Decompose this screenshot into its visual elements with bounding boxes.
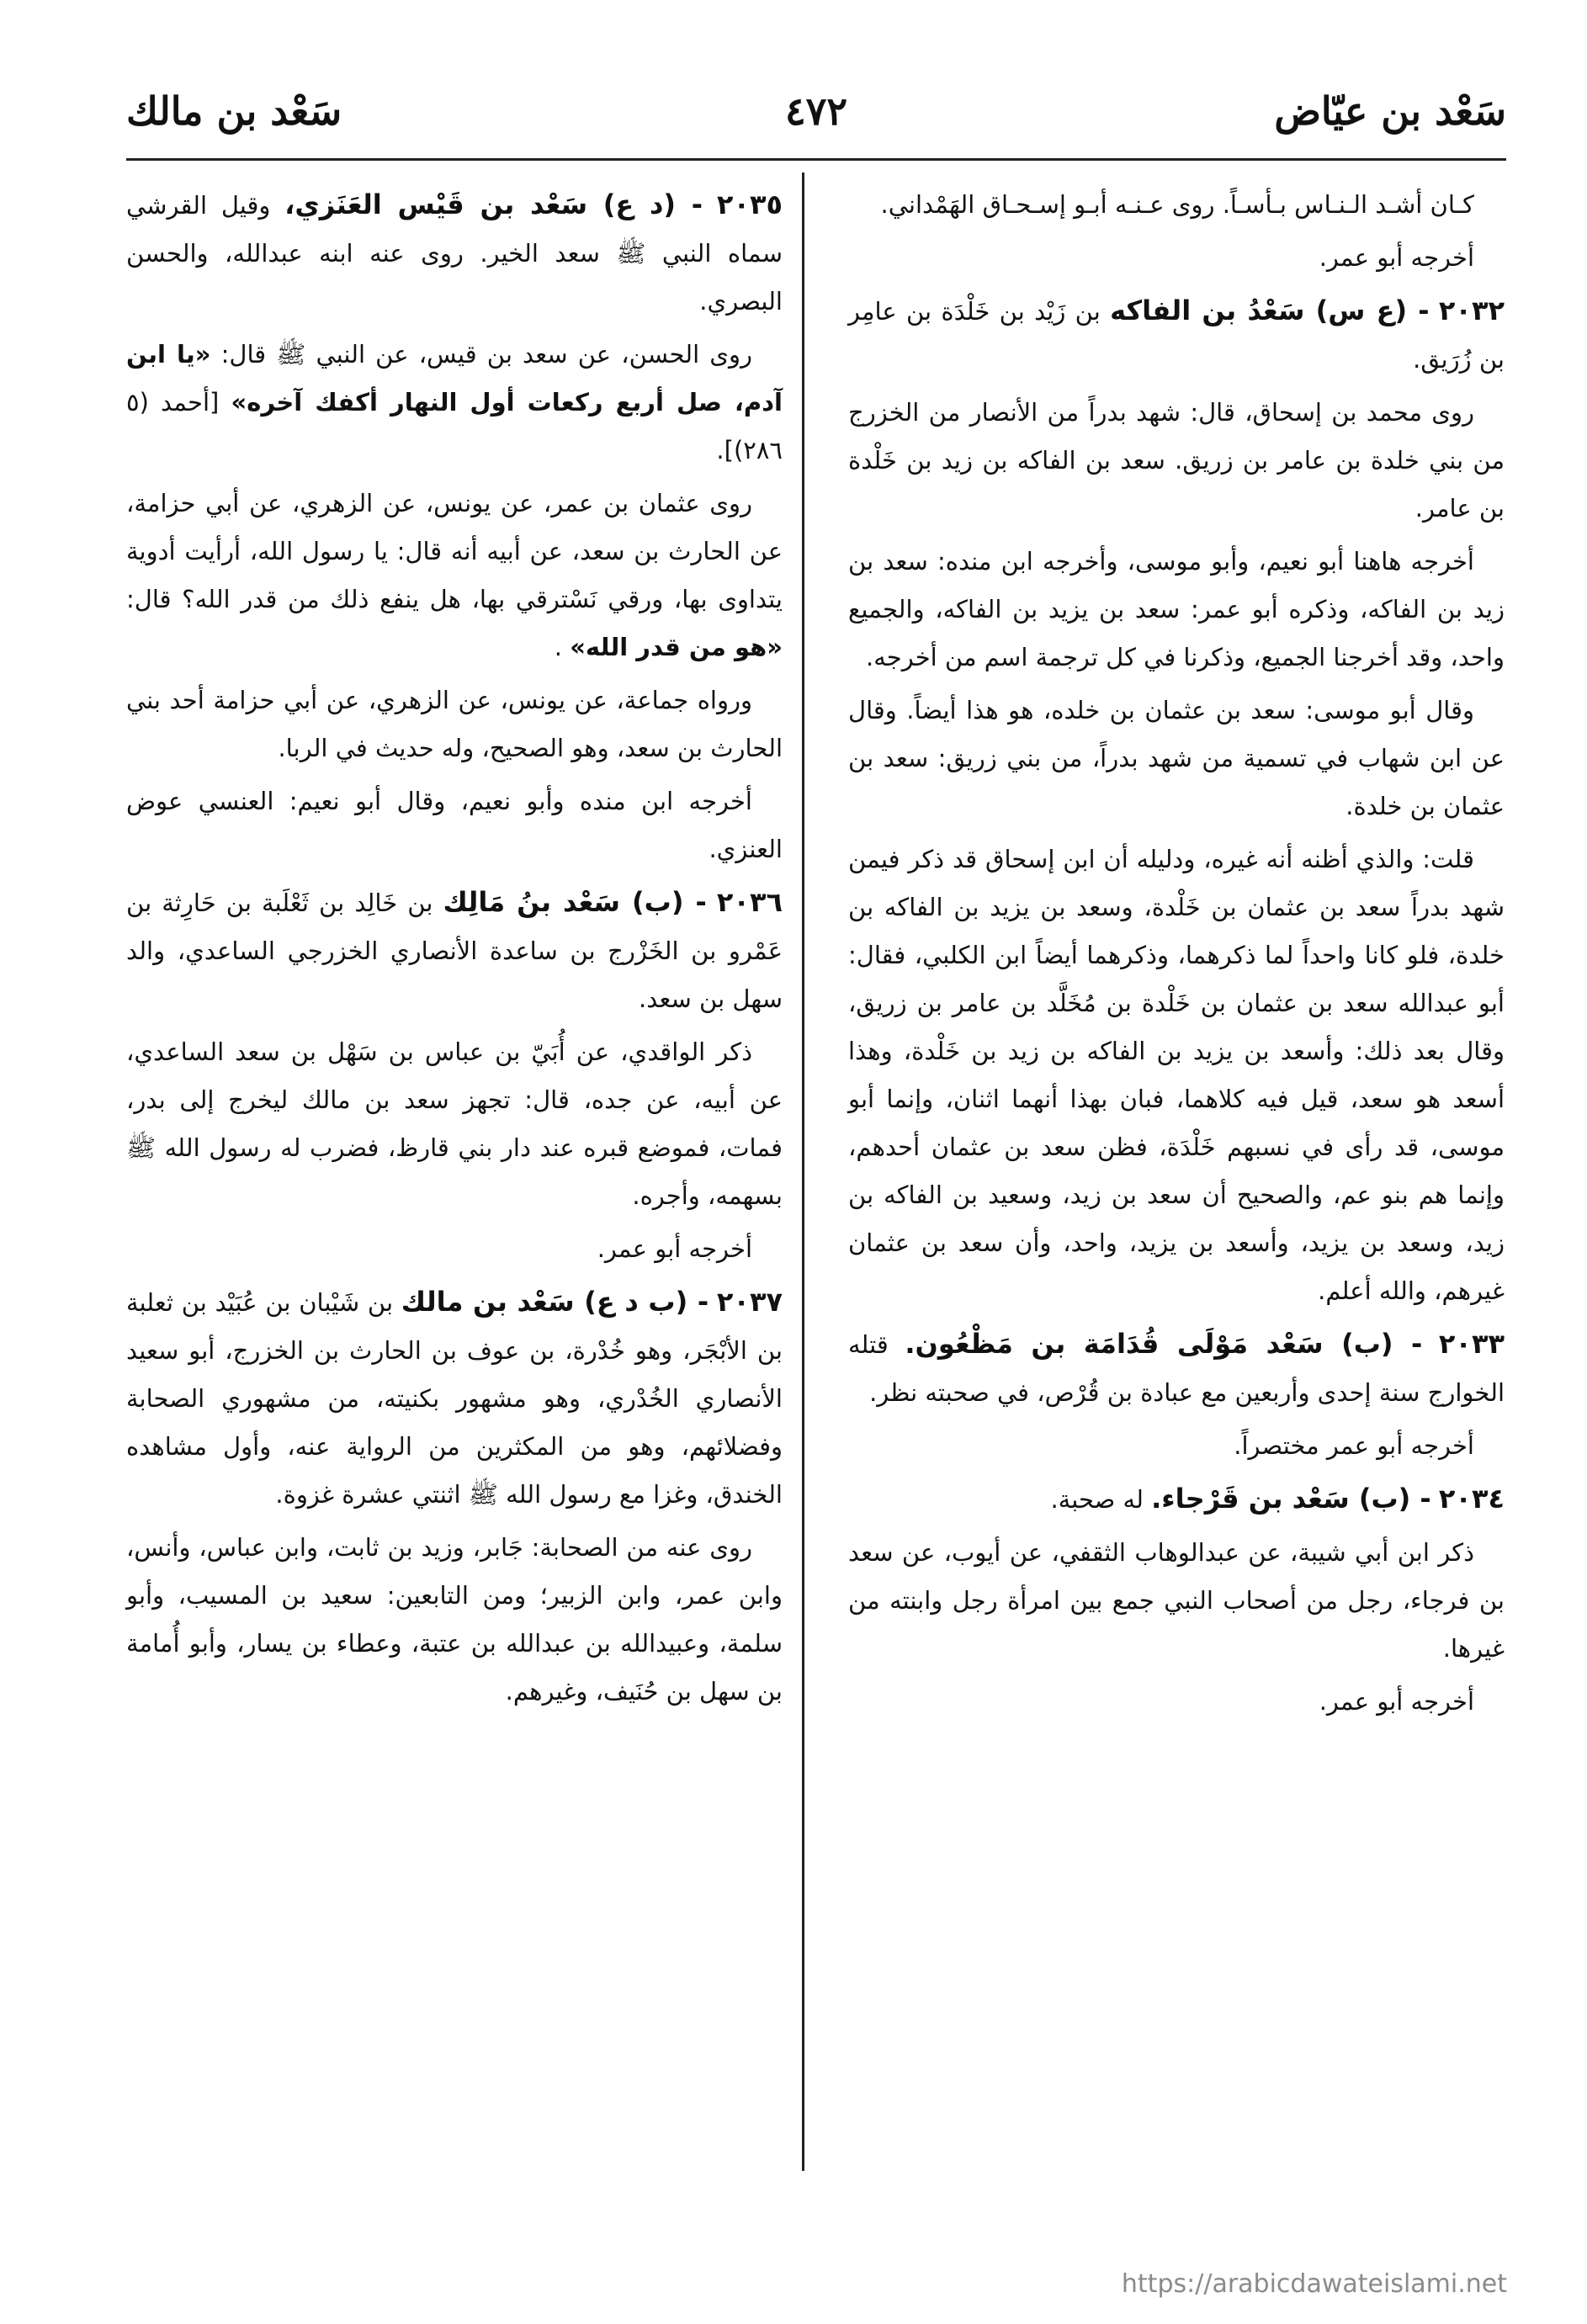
paragraph-text: ذكر ابن أبي شيبة، عن عبدالوهاب الثقفي، عن أيوب، عن سعد بن فرجاء، رجل من أصحاب النبي جمع بين امرأة رجل وابنته من غيرها. bbox=[848, 1538, 1505, 1663]
text-paragraph bbox=[126, 1028, 783, 1220]
text-paragraph bbox=[848, 687, 1505, 830]
running-title-left: سَعْد بن مالك bbox=[126, 88, 342, 134]
paragraph-text: روى محمد بن إسحاق، قال: شهد بدراً من الأنصار من الخزرج من بني خلدة بن عامر بن زريق. سعد بن الفاكه بن زيد بن خَلْدة بن عامر. bbox=[848, 398, 1505, 523]
left-column bbox=[126, 181, 783, 1721]
entry-name: - (ع س) سَعْدُ بن الفاكه bbox=[1110, 294, 1430, 326]
entry-name: - (ب) سَعْد بنُ مَالِك bbox=[443, 886, 707, 918]
paragraph-text: وقيل القرشي سماه النبي ﷺ سعد الخير. روى عنه ابنه عبدالله، والحسن البصري. bbox=[126, 191, 783, 316]
citation-text: . bbox=[554, 633, 562, 661]
paragraph-text: أخرجه أبو عمر مختصراً. bbox=[1234, 1431, 1474, 1460]
hadith-quote: «هو من قدر الله» bbox=[570, 633, 783, 661]
text-paragraph bbox=[126, 1524, 783, 1716]
paragraph-text: روى عثمان بن عمر، عن يونس، عن الزهري، عن أبي حزامة، عن الحارث بن سعد، عن أبيه أنه قال: يا رسول الله، أرأيت أدوية يتداوى بها، ورقي نَسْترقي بها، هل ينفع ذلك من قدر الله؟ قال: bbox=[126, 489, 783, 613]
entry-name: - (د ع) سَعْد بن قَيْس العَنَزي، bbox=[284, 188, 703, 220]
entry-number: ٢٠٣٧ bbox=[716, 1286, 783, 1318]
entry-paragraph bbox=[126, 1278, 783, 1519]
entry-number: ٢٠٣٢ bbox=[1438, 294, 1505, 326]
column-divider bbox=[802, 172, 804, 2171]
entry-name: - (ب) سَعْد مَوْلَى قُدَامَة بن مَظْعُون. bbox=[905, 1328, 1423, 1360]
entry-number: ٢٠٣٦ bbox=[716, 886, 783, 918]
entry-paragraph bbox=[848, 1475, 1505, 1524]
entry-name: - (ب) سَعْد بن قَرْجاء. bbox=[1151, 1483, 1431, 1515]
text-paragraph bbox=[848, 1678, 1505, 1726]
running-title-right: سَعْد بن عيّاض bbox=[1274, 88, 1506, 134]
entry-number: ٢٠٣٤ bbox=[1438, 1483, 1505, 1515]
text-paragraph bbox=[848, 1422, 1505, 1470]
paragraph-text: قلت: والذي أظنه أنه غيره، ودليله أن ابن إسحاق قد ذكر فيمن شهد بدراً سعد بن عثمان بن خَلْدة، وسعد بن يزيد بن الفاكه بن خلدة، فلو كانا واحداً لما ذكرهما، وذكرهما أيضاً ابن الكلبي، فقال: أبو عبدالله سعد بن عثمان بن خَلْدة بن مُخَلَّد بن عامر بن زريق، وقال بعد ذلك: وأسعد بن يزيد بن الفاكه بن زيد بن خَلْدة، وهذا أسعد هو سعد، قيل فيه كلاهما، فبان بهذا أنهما اثنان، وإنما أبو موسى، قد رأى في نسبهم خَلْدَة، فظن سعد بن عثمان أحدهم، وإنما هم بنو عم، والصحيح أن سعد بن زيد، وسعيد بن الفاكه بن زيد، وسعد بن يزيد، وأسعد بن يزيد، واحد، وأن سعد بن عثمان غيرهم، والله أعلم. bbox=[848, 845, 1505, 1305]
text-paragraph bbox=[848, 836, 1505, 1315]
paragraph-text: بن شَيْبان بن عُبَيْد بن ثعلبة بن الأبْجَر، وهو خُدْرة، بن عوف بن الحارث بن الخزرج، أبو سعيد الأنصاري الخُدْري، وهو مشهور بكنيته، من مشهوري الصحابة وفضلائهم، وهو من المكثرين من الرواية عنه، وأول مشاهده الخندق، وغزا مع رسول الله ﷺ اثنتي عشرة غزوة. bbox=[126, 1288, 783, 1509]
paragraph-text: أخرجه أبو عمر. bbox=[1319, 1687, 1474, 1716]
entry-paragraph bbox=[848, 287, 1505, 384]
text-paragraph bbox=[126, 677, 783, 772]
text-paragraph bbox=[848, 389, 1505, 533]
header-rule bbox=[126, 158, 1506, 161]
paragraph-text: قتله الخوارج سنة إحدى وأربعين مع عبادة بن قُرْص، في صحبته نظر. bbox=[848, 1330, 1505, 1407]
paragraph-text: له صحبة. bbox=[1050, 1485, 1144, 1514]
paragraph-text: أخرجه ابن منده وأبو نعيم، وقال أبو نعيم: العنسي عوض العنزي. bbox=[126, 787, 783, 863]
page-number: ٤٧٢ bbox=[784, 88, 848, 134]
hadith-quote: «يا ابن آدم، صل أربع ركعات أول النهار أكفك آخره» bbox=[126, 340, 783, 417]
text-paragraph bbox=[848, 1529, 1505, 1673]
entry-paragraph bbox=[126, 181, 783, 326]
text-paragraph bbox=[848, 181, 1505, 229]
page-header bbox=[126, 88, 1506, 156]
text-paragraph bbox=[126, 1225, 783, 1273]
text-paragraph bbox=[126, 777, 783, 873]
paragraph-text: وقال أبو موسى: سعد بن عثمان بن خلده، هو هذا أيضاً. وقال عن ابن شهاب في تسمية من شهد بدراً، من بني زريق: سعد بن عثمان بن خلدة. bbox=[848, 696, 1505, 820]
entry-number: ٢٠٣٥ bbox=[716, 188, 783, 220]
paragraph-text: أخرجه أبو عمر. bbox=[597, 1234, 752, 1263]
citation-text: [أحمد (٥ ٢٨٦)]. bbox=[126, 388, 783, 464]
entry-paragraph bbox=[848, 1320, 1505, 1417]
entry-paragraph bbox=[126, 878, 783, 1023]
paragraph-text: بن خَالِد بن ثَعْلَبة بن حَارِثة بن عَمْرو بن الخَزْرج بن ساعدة الأنصاري الخزرجي الساعدي، والد سهل بن سعد. bbox=[126, 889, 783, 1013]
paragraph-text: ذكر الواقدي، عن أُبَيّ بن عباس بن سَهْل بن سعد الساعدي، عن أبيه، عن جده، قال: تجهز سعد بن مالك ليخرج إلى بدر، فمات، فموضع قبره عند دار بني قارظ، فضرب له رسول الله ﷺ بسهمه، وأجره. bbox=[126, 1037, 783, 1210]
entry-number: ٢٠٣٣ bbox=[1438, 1328, 1505, 1360]
right-column bbox=[848, 181, 1505, 1731]
paragraph-text: أخرجه أبو عمر. bbox=[1319, 243, 1474, 272]
paragraph-text: بن زَيْد بن خَلْدَة بن عامِر بن زُرَيق. bbox=[848, 297, 1505, 374]
paragraph-text: ورواه جماعة، عن يونس، عن الزهري، عن أبي حزامة أحد بني الحارث بن سعد، وهو الصحيح، وله حديث في الربا. bbox=[126, 686, 783, 762]
text-paragraph bbox=[848, 538, 1505, 682]
paragraph-text: أخرجه هاهنا أبو نعيم، وأبو موسى، وأخرجه ابن منده: سعد بن زيد بن الفاكه، وذكره أبو عمر: سعد بن يزيد بن الفاكه، والجميع واحد، وقد أخرجنا الجميع، وذكرنا في كل ترجمة اسم من أخرجه. bbox=[848, 547, 1505, 671]
text-paragraph bbox=[126, 331, 783, 475]
paragraph-text: روى عنه من الصحابة: جَابر، وزيد بن ثابت، وابن عباس، وأنس، وابن عمر، وابن الزبير؛ ومن التابعين: سعيد بن المسيب، وأبو سلمة، وعبيدالله بن عبدالله بن عتبة، وعطاء بن يسار، وأبو أُمامة بن سهل بن حُنَيف، وغيرهم. bbox=[126, 1533, 783, 1706]
text-paragraph bbox=[848, 234, 1505, 282]
text-paragraph bbox=[126, 480, 783, 671]
entry-name: - (ب د ع) سَعْد بن مالك bbox=[401, 1286, 709, 1318]
paragraph-text: روى الحسن، عن سعد بن قيس، عن النبي ﷺ قال: bbox=[220, 340, 752, 369]
watermark-url: https://arabicdawateislami.net bbox=[1121, 2269, 1507, 2299]
paragraph-text: كـان أشـد الـنـاس بـأسـاً. روى عـنـه أبـو إسـحـاق الهَمْداني. bbox=[880, 190, 1474, 219]
